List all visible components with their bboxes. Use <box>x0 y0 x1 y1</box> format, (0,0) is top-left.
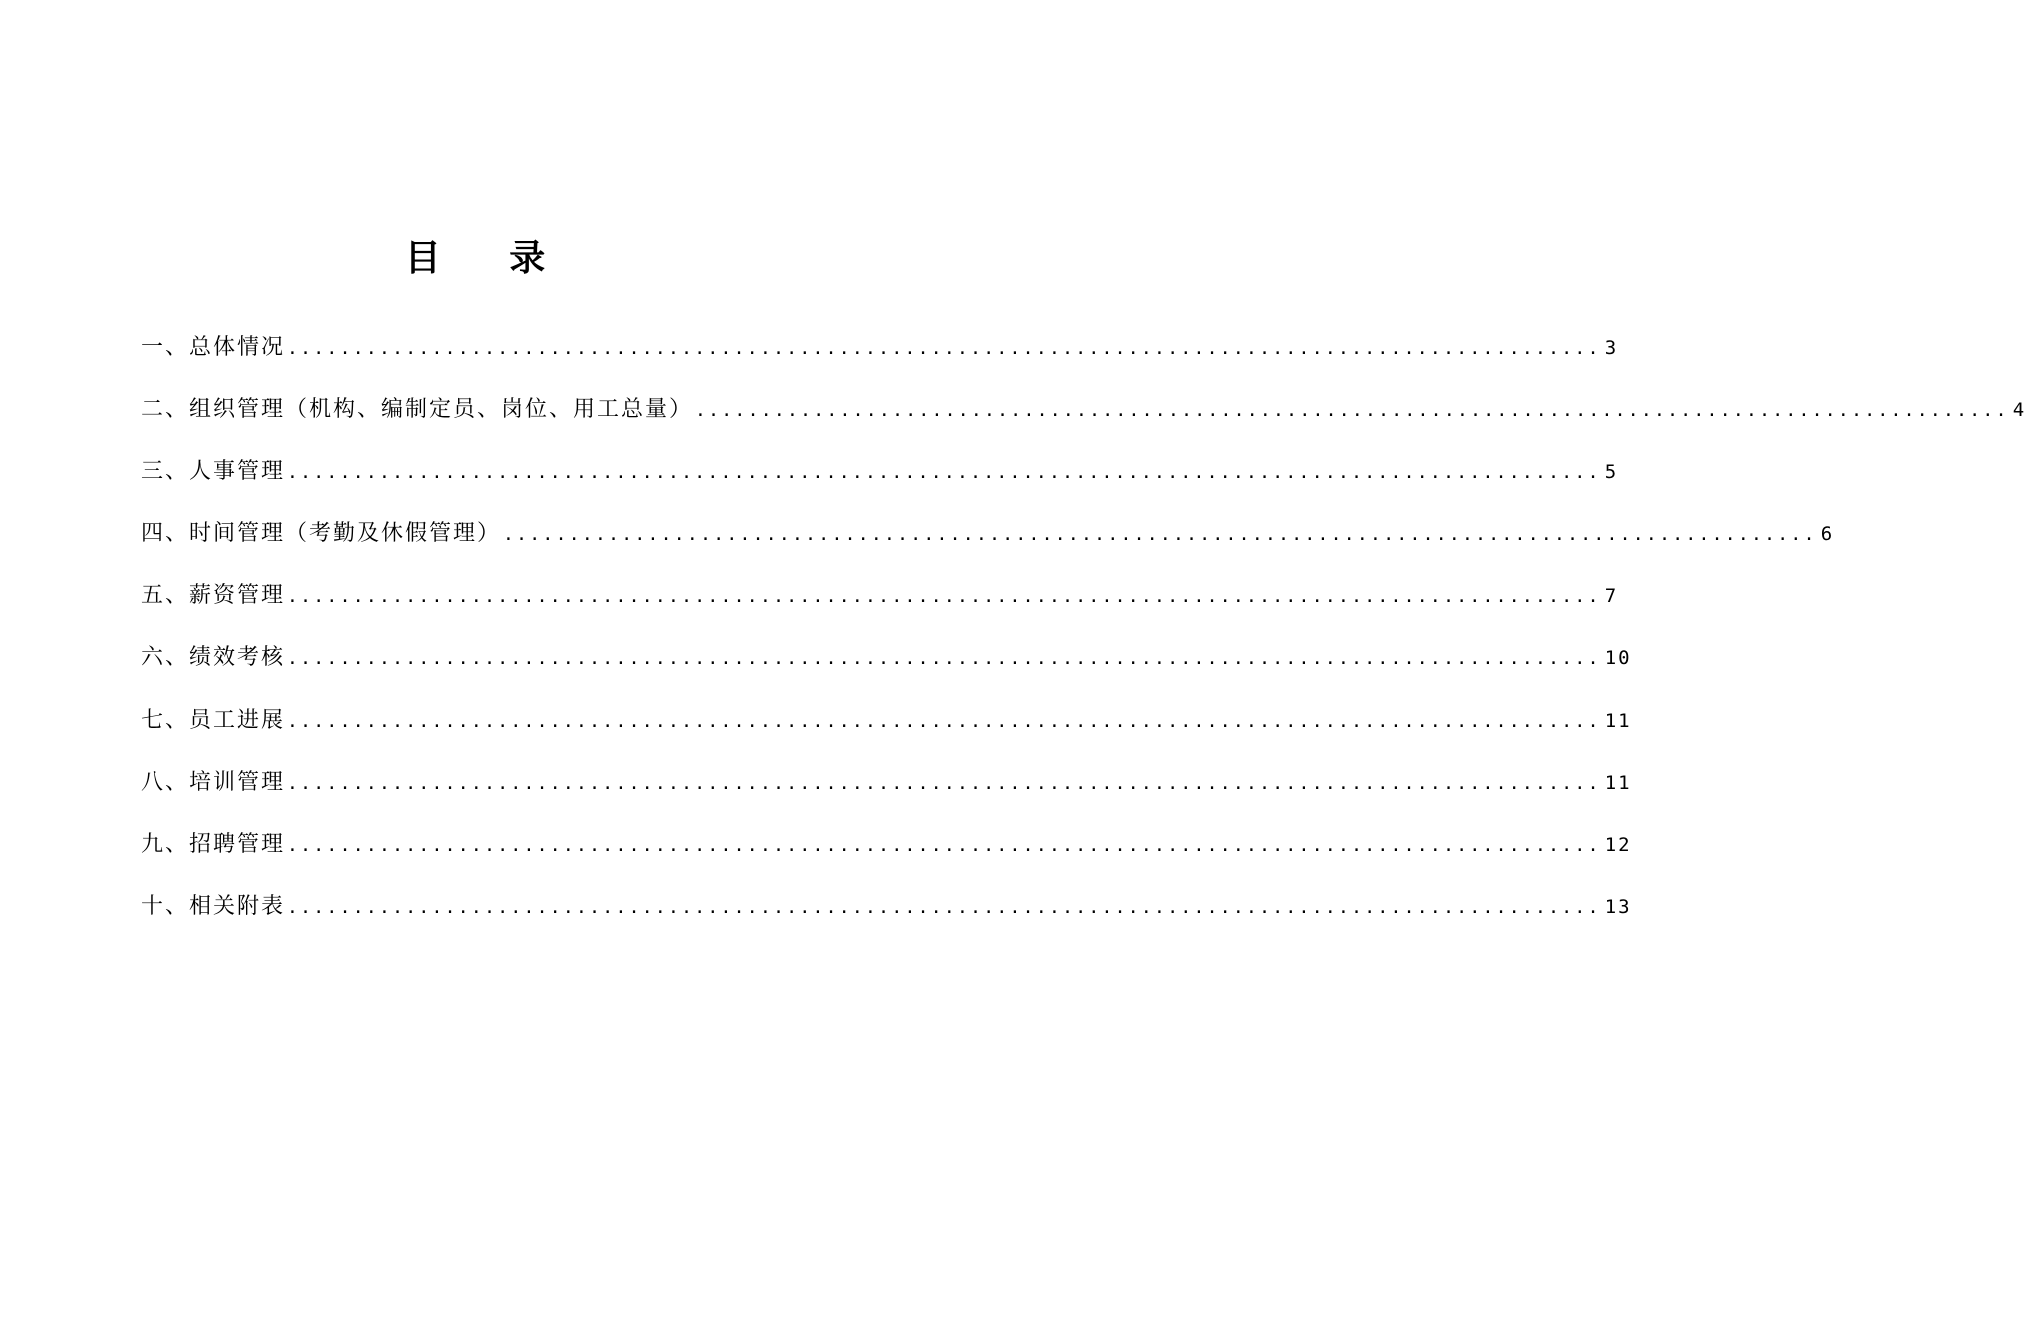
toc-dot-leader: .................................................................................................... <box>287 710 1601 732</box>
toc-entry[interactable] <box>141 577 1619 639</box>
toc-page-number: 11 <box>1604 709 1632 732</box>
toc-entry-text: 六、绩效考核 <box>141 645 286 671</box>
toc-dot-leader: .................................................................................................... <box>287 648 1601 670</box>
toc-dot-leader: .................................................................................................... <box>287 462 1601 484</box>
toc-page-number: 4 <box>2012 399 2026 422</box>
toc-page-number: 13 <box>1604 895 1632 918</box>
toc-entry[interactable] <box>141 639 1632 701</box>
toc-list <box>141 329 2026 950</box>
toc-entry-text: 五、薪资管理 <box>141 583 286 609</box>
toc-page-number: 3 <box>1604 337 1619 359</box>
toc-page-number: 7 <box>1604 585 1619 608</box>
toc-entry-text: 十、相关附表 <box>141 893 286 919</box>
toc-entry[interactable] <box>141 329 1619 391</box>
toc-page-number: 10 <box>1604 647 1632 670</box>
toc-dot-leader: .................................................................................................... <box>695 400 2009 422</box>
toc-dot-leader: .................................................................................................... <box>503 524 1817 546</box>
toc-dot-leader: .................................................................................................... <box>287 896 1601 918</box>
toc-entry[interactable] <box>141 702 1632 764</box>
toc-page-number: 12 <box>1604 833 1632 856</box>
toc-page-number: 6 <box>1820 523 1835 546</box>
toc-page-number: 5 <box>1604 461 1619 484</box>
toc-entry-text: 九、招聘管理 <box>141 831 286 857</box>
toc-entry[interactable] <box>141 888 1632 950</box>
toc-dot-leader: .................................................................................................... <box>287 834 1601 856</box>
toc-dot-leader: .................................................................................................... <box>287 586 1601 608</box>
toc-entry[interactable] <box>141 764 1632 826</box>
toc-entry-text: 三、人事管理 <box>141 459 286 485</box>
toc-entry[interactable] <box>141 453 1619 515</box>
toc-entry-text: 二、组织管理（机构、编制定员、岗位、用工总量） <box>141 397 694 423</box>
toc-entry[interactable] <box>141 391 2026 453</box>
toc-entry-text: 四、时间管理（考勤及休假管理） <box>141 521 502 547</box>
toc-title: 目 录 <box>404 237 574 279</box>
toc-dot-leader: .................................................................................................... <box>287 772 1601 794</box>
toc-entry[interactable] <box>141 515 1835 577</box>
toc-entry[interactable] <box>141 826 1632 888</box>
toc-entry-text: 一、总体情况 <box>141 335 286 360</box>
toc-entry-text: 七、员工进展 <box>141 707 286 733</box>
toc-page-number: 11 <box>1604 771 1632 794</box>
toc-entry-text: 八、培训管理 <box>141 769 286 795</box>
toc-dot-leader: .................................................................................................... <box>287 338 1601 359</box>
